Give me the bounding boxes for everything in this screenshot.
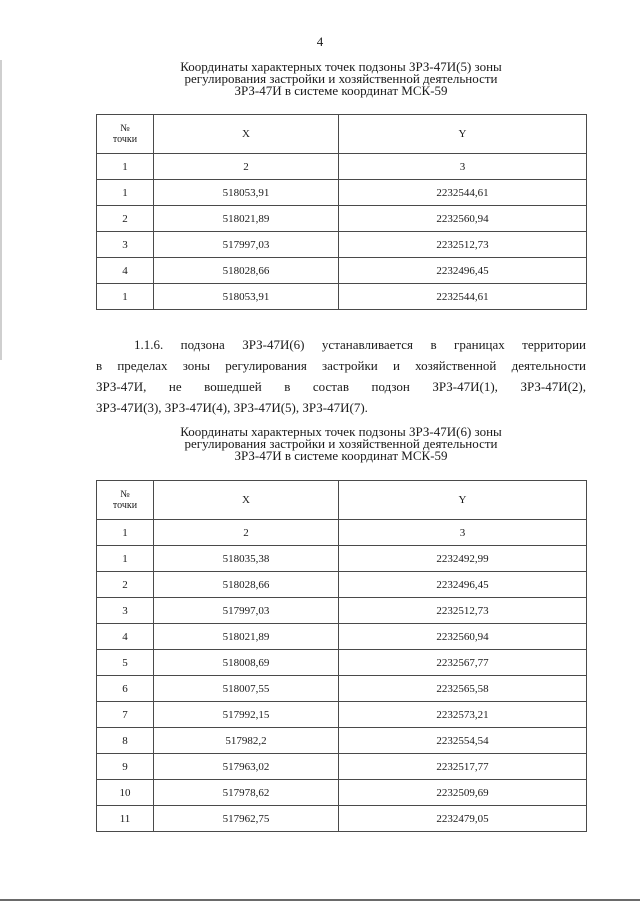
y-cell: 2232554,54 (339, 728, 587, 754)
col-header-x: X (154, 115, 339, 154)
table2-title-line: Координаты характерных точек подзоны ЗРЗ-47И(6) зоны (180, 424, 502, 439)
y-cell: 2232544,61 (339, 284, 587, 310)
x-cell: 517992,15 (154, 702, 339, 728)
scan-bottom-edge (0, 899, 640, 901)
y-cell: 2232573,21 (339, 702, 587, 728)
y-cell: 2232560,94 (339, 624, 587, 650)
table-row (97, 258, 587, 284)
table-row (97, 728, 587, 754)
table-row (97, 806, 587, 832)
table-row (97, 624, 587, 650)
table2-title-line: ЗРЗ-47И в системе координат МСК-59 (234, 448, 448, 463)
point-number-cell: 5 (97, 650, 154, 676)
point-number-cell: 4 (97, 624, 154, 650)
y-cell: 2232517,77 (339, 754, 587, 780)
point-number-cell: 2 (97, 572, 154, 598)
header-num-sign: № (120, 123, 130, 134)
index-cell: 3 (339, 154, 587, 180)
y-cell: 2232560,94 (339, 206, 587, 232)
table1-title-line: Координаты характерных точек подзоны ЗРЗ-47И(5) зоны (180, 59, 502, 74)
x-cell: 517962,75 (154, 806, 339, 832)
y-cell: 2232544,61 (339, 180, 587, 206)
x-cell: 518021,89 (154, 206, 339, 232)
table1-title-line: регулирования застройки и хозяйственной деятельности (184, 71, 498, 86)
y-cell: 2232492,99 (339, 546, 587, 572)
table1-header-row (97, 115, 587, 154)
x-cell: 518008,69 (154, 650, 339, 676)
col-header-point-number (97, 481, 154, 520)
page-number: 4 (316, 34, 324, 49)
col-header-point-number (97, 115, 154, 154)
paragraph-line: ЗРЗ-47И, не вошедшей в состав подзон ЗРЗ-47И(1), ЗРЗ-47И(2), (96, 379, 586, 394)
paragraph-line: в пределах зоны регулирования застройки и хозяйственной деятельности (96, 358, 586, 373)
index-cell: 3 (339, 520, 587, 546)
col-header-y: Y (339, 115, 587, 154)
table-row (97, 572, 587, 598)
x-cell: 518028,66 (154, 258, 339, 284)
table-row (97, 754, 587, 780)
table-row (97, 546, 587, 572)
point-number-cell: 4 (97, 258, 154, 284)
point-number-cell: 1 (97, 546, 154, 572)
x-cell: 517982,2 (154, 728, 339, 754)
point-number-cell: 3 (97, 598, 154, 624)
point-number-cell: 1 (97, 284, 154, 310)
paragraph-line: ЗРЗ-47И(3), ЗРЗ-47И(4), ЗРЗ-47И(5), ЗРЗ-47И(7). (96, 400, 368, 415)
point-number-cell: 6 (97, 676, 154, 702)
table2-coordinates (96, 480, 587, 832)
x-cell: 517978,62 (154, 780, 339, 806)
x-cell: 518021,89 (154, 624, 339, 650)
x-cell: 518053,91 (154, 180, 339, 206)
x-cell: 518035,38 (154, 546, 339, 572)
point-number-cell: 10 (97, 780, 154, 806)
body-paragraph (96, 334, 586, 418)
x-cell: 518007,55 (154, 676, 339, 702)
table2-index-row (97, 520, 587, 546)
header-num-sign: № (120, 489, 130, 500)
x-cell: 517997,03 (154, 232, 339, 258)
table1-title (96, 61, 586, 97)
y-cell: 2232512,73 (339, 598, 587, 624)
x-cell: 517997,03 (154, 598, 339, 624)
table-row (97, 676, 587, 702)
y-cell: 2232512,73 (339, 232, 587, 258)
header-num-word: точки (112, 134, 138, 145)
table1-coordinates (96, 114, 587, 310)
y-cell: 2232496,45 (339, 258, 587, 284)
index-cell: 1 (97, 154, 154, 180)
point-number-cell: 8 (97, 728, 154, 754)
y-cell: 2232496,45 (339, 572, 587, 598)
table1-index-row (97, 154, 587, 180)
x-cell: 517963,02 (154, 754, 339, 780)
index-cell: 2 (154, 154, 339, 180)
col-header-x: X (154, 481, 339, 520)
index-cell: 1 (97, 520, 154, 546)
header-num-word: точки (112, 500, 138, 511)
x-cell: 518053,91 (154, 284, 339, 310)
y-cell: 2232509,69 (339, 780, 587, 806)
y-cell: 2232567,77 (339, 650, 587, 676)
table-row (97, 780, 587, 806)
table-row (97, 702, 587, 728)
index-cell: 2 (154, 520, 339, 546)
point-number-cell: 9 (97, 754, 154, 780)
point-number-cell: 11 (97, 806, 154, 832)
table-row (97, 180, 587, 206)
table-row (97, 284, 587, 310)
point-number-cell: 2 (97, 206, 154, 232)
point-number-cell: 1 (97, 180, 154, 206)
table-row (97, 598, 587, 624)
y-cell: 2232565,58 (339, 676, 587, 702)
point-number-cell: 7 (97, 702, 154, 728)
table2-title (96, 426, 586, 462)
table-row (97, 650, 587, 676)
table1-title-line: ЗРЗ-47И в системе координат МСК-59 (234, 83, 448, 98)
x-cell: 518028,66 (154, 572, 339, 598)
scan-margin-edge (0, 60, 2, 360)
table2-header-row (97, 481, 587, 520)
table-row (97, 206, 587, 232)
y-cell: 2232479,05 (339, 806, 587, 832)
table-row (97, 232, 587, 258)
point-number-cell: 3 (97, 232, 154, 258)
paragraph-line: 1.1.6. подзона ЗРЗ-47И(6) устанавливается в границах территории (134, 337, 586, 352)
table2-title-line: регулирования застройки и хозяйственной деятельности (184, 436, 498, 451)
col-header-y: Y (339, 481, 587, 520)
